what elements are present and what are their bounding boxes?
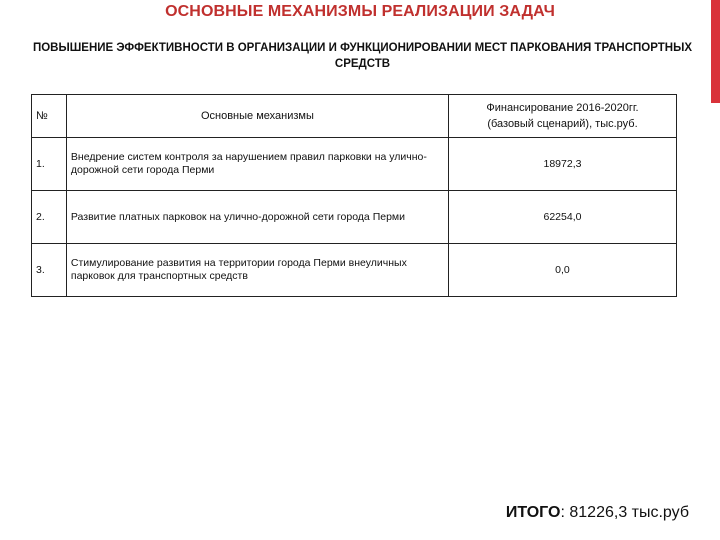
header-num: №: [32, 95, 67, 138]
table-row: [32, 191, 677, 244]
row-num: 3.: [32, 244, 67, 297]
total-label: ИТОГО: [505, 504, 561, 521]
row-mechanism: Стимулирование развития на территории города Перми внеуличных парковок для транспортных средств: [66, 244, 448, 297]
row-num: 2.: [32, 191, 67, 244]
table-header-row: [32, 95, 677, 138]
total-summary: [506, 504, 689, 522]
header-financing: [448, 95, 676, 138]
table-row: [32, 244, 677, 297]
page-subtitle: ПОВЫШЕНИЕ ЭФФЕКТИВНОСТИ В ОРГАНИЗАЦИИ И ФУНКЦИОНИРОВАНИИ МЕСТ ПАРКОВАНИЯ ТРАНСПОРТНЫХ СРЕДСТВ: [32, 42, 693, 70]
row-num: 1.: [32, 138, 67, 191]
header-financing-line2: (базовый сценарий), тыс.руб.: [487, 118, 638, 130]
row-financing: 18972,3: [448, 138, 676, 191]
page-title: ОСНОВНЫЕ МЕХАНИЗМЫ РЕАЛИЗАЦИИ ЗАДАЧ: [165, 3, 555, 20]
header-financing-line1: Финансирование 2016-2020гг.: [486, 102, 639, 114]
mechanisms-table: [31, 94, 677, 297]
row-mechanism: Развитие платных парковок на улично-дорожной сети города Перми: [66, 191, 448, 244]
row-financing: 0,0: [448, 244, 676, 297]
table-row: [32, 138, 677, 191]
header-mechanism: Основные механизмы: [66, 95, 448, 138]
row-mechanism: Внедрение систем контроля за нарушением правил парковки на улично-дорожной сети города Перми: [66, 138, 448, 191]
row-financing: 62254,0: [448, 191, 676, 244]
total-value: : 81226,3 тыс.руб: [560, 504, 689, 521]
